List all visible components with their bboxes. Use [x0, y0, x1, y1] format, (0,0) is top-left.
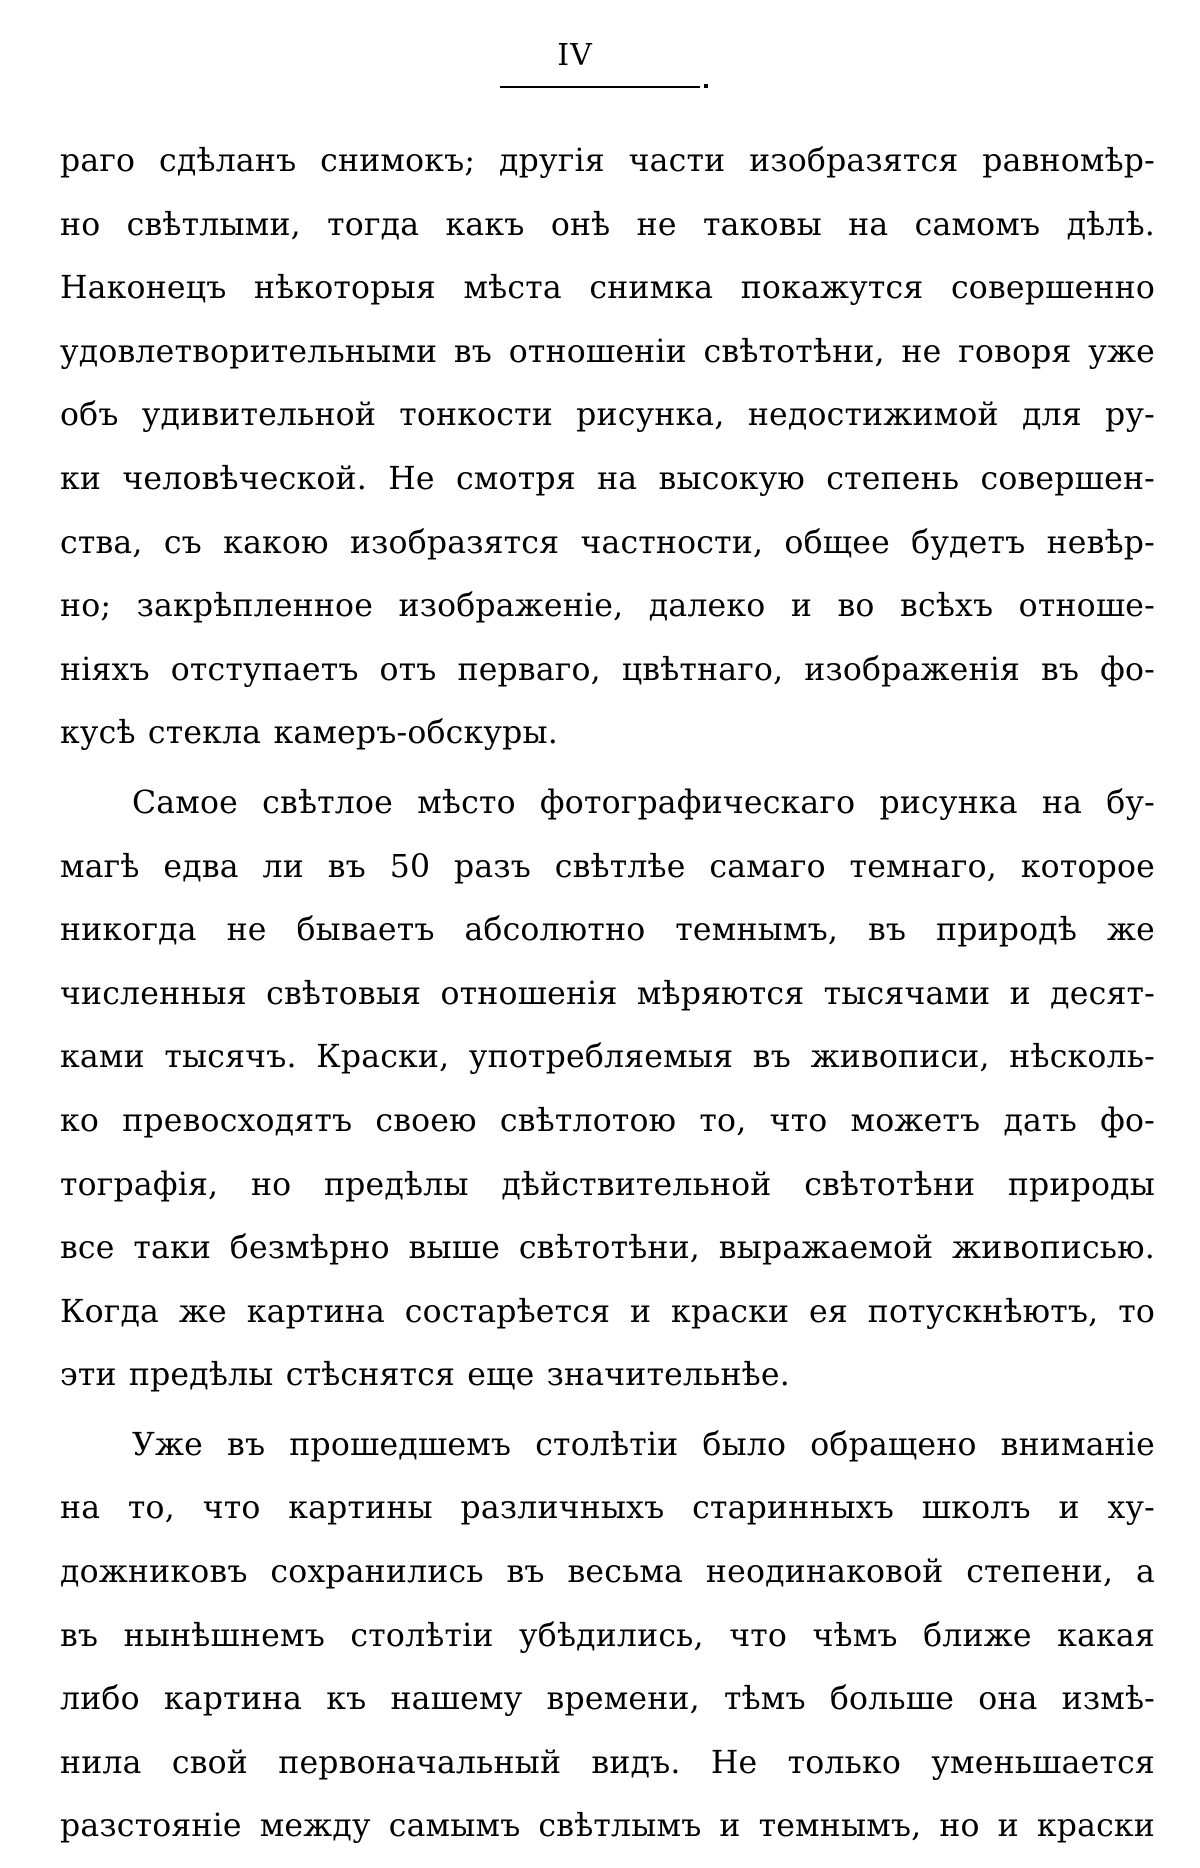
text-line: Наконецъ нѣкоторыя мѣста снимка покажутся совершенно [60, 270, 1155, 307]
text-line: эти предѣлы стѣснятся еще значительнѣе. [60, 1357, 790, 1394]
page-number: IV [557, 38, 593, 73]
text-line: кусѣ стекла камеръ-обскуры. [60, 715, 558, 752]
text-line: разстояніе между самымъ свѣтлымъ и темнымъ, но и краски [60, 1808, 1155, 1845]
text-line: дожниковъ сохранились въ весьма неодинаковой степени, а [60, 1554, 1155, 1591]
text-line: ками тысячъ. Краски, употребляемыя въ живописи, нѣсколь- [60, 1039, 1155, 1076]
text-line: все таки безмѣрно выше свѣтотѣни, выражаемой живописью. [60, 1230, 1155, 1267]
text-line: ки человѣческой. Не смотря на высокую степень совершен- [60, 460, 1155, 497]
text-line: ства, съ какою изобразятся частности, общее будетъ невѣр- [60, 524, 1155, 561]
text-line: никогда не бываетъ абсолютно темнымъ, въ природѣ же [60, 912, 1155, 949]
text-line: Когда же картина состарѣется и краски ея потускнѣютъ, то [60, 1293, 1155, 1330]
page-header [0, 38, 1200, 73]
paragraph [60, 772, 1155, 1408]
paragraph [60, 130, 1155, 766]
paragraph [60, 1414, 1155, 1859]
text-line: ніяхъ отступаетъ отъ перваго, цвѣтнаго, изображенія въ фо- [60, 651, 1155, 688]
text-line: Самое свѣтлое мѣсто фотографическаго рисунка на бу- [132, 784, 1155, 821]
text-line: магѣ едва ли въ 50 разъ свѣтлѣе самаго темнаго, которое [60, 848, 1155, 885]
text-line: численныя свѣтовыя отношенія мѣряются тысячами и десят- [60, 975, 1155, 1012]
text-line: либо картина къ нашему времени, тѣмъ больше она измѣ- [60, 1681, 1155, 1718]
text-line: но; закрѣпленное изображеніе, далеко и во всѣхъ отноше- [60, 588, 1155, 625]
text-line: объ удивительной тонкости рисунка, недостижимой для ру- [60, 397, 1155, 434]
text-line: тографія, но предѣлы дѣйствительной свѣтотѣни природы [60, 1166, 1155, 1203]
header-rule [500, 86, 700, 88]
text-line: но свѣтлыми, тогда какъ онѣ не таковы на самомъ дѣлѣ. [60, 206, 1155, 243]
text-line: въ нынѣшнемъ столѣтіи убѣдились, что чѣмъ ближе какая [60, 1617, 1155, 1654]
text-line: Уже въ прошедшемъ столѣтіи было обращено вниманіе [132, 1426, 1155, 1463]
body-text [60, 130, 1155, 1859]
text-line: ко превосходятъ своею свѣтлотою то, что можетъ дать фо- [60, 1102, 1155, 1139]
text-line: раго сдѣланъ снимокъ; другія части изобразятся равномѣр- [60, 143, 1155, 179]
text-line: удовлетворительными въ отношеніи свѣтотѣни, не говоря уже [60, 333, 1155, 370]
header-rule-dot [704, 84, 708, 88]
text-line: на то, что картины различныхъ старинныхъ школъ и ху- [60, 1490, 1155, 1527]
text-line: нила свой первоначальный видъ. Не только уменьшается [60, 1744, 1155, 1781]
